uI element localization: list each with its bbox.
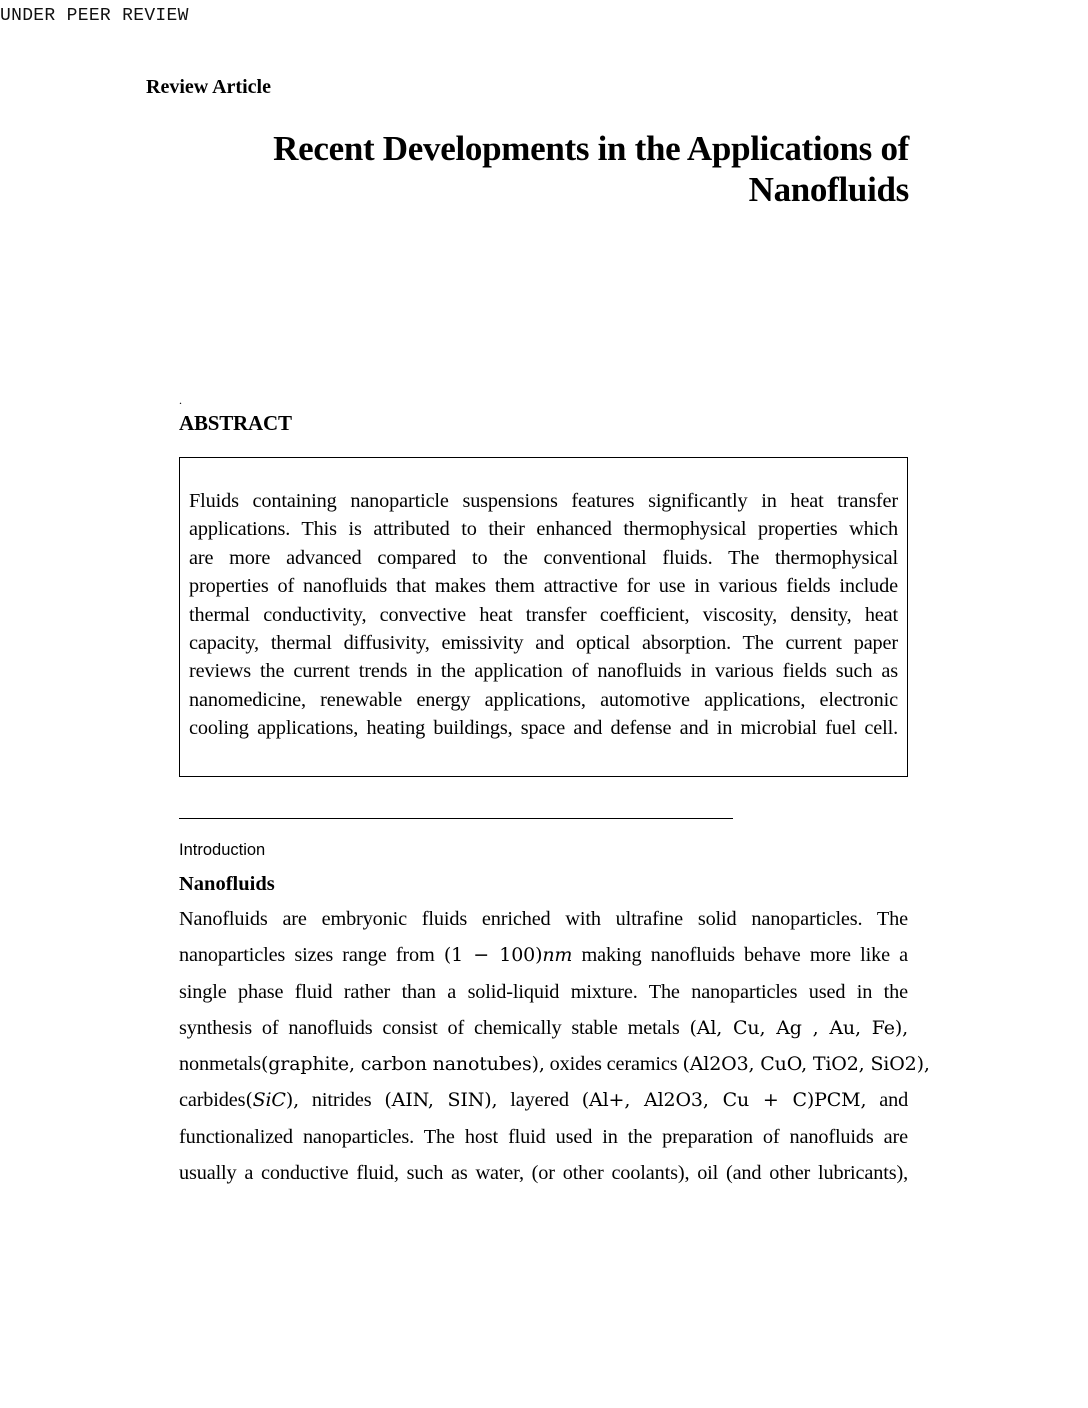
abstract-box — [179, 457, 908, 777]
title-line-2: Nanofluids — [748, 170, 909, 209]
math-carbide: SiC — [252, 1089, 286, 1112]
math-paren: ( — [245, 1089, 253, 1112]
abstract-line: thermal conductivity, convective heat transfer coefficient, viscosity, density, heat — [189, 603, 898, 626]
subsection-heading-nanofluids: Nanofluids — [179, 873, 275, 895]
math-layered: (Al+, Al2O3, Cu + C)PCM, — [581, 1089, 867, 1112]
body-line — [179, 1046, 930, 1082]
body-line — [179, 1119, 908, 1155]
body-line — [179, 1010, 908, 1046]
body-line — [179, 1155, 908, 1191]
abstract-line: nanomedicine, renewable energy applications, automotive applications, electronic — [189, 688, 898, 711]
abstract-line: cooling applications, heating buildings, space and defense and in microbial fuel cell. — [189, 717, 898, 740]
body-line — [179, 937, 908, 973]
body-line — [179, 974, 908, 1010]
abstract-line: Fluids containing nanoparticle suspensions features significantly in heat transfer — [189, 490, 898, 512]
abstract-line: applications. This is attributed to their enhanced thermophysical properties which — [189, 518, 898, 541]
body-text-run: layered — [510, 1089, 569, 1112]
body-text-run: usually a conductive fluid, such as water, (or other coolants), oil (and other lubricants), — [179, 1162, 908, 1185]
math-unit: nm — [542, 944, 573, 967]
math-nonmetals: (graphite, carbon nanotubes), — [261, 1053, 545, 1076]
math-oxides: (Al2O3, CuO, TiO2, SiO2), — [682, 1053, 930, 1076]
body-text-run: synthesis of nanofluids consist of chemically stable metals — [179, 1016, 690, 1039]
article-type-label: Review Article — [146, 76, 271, 98]
introduction-label: Introduction — [179, 841, 266, 859]
body-text-run: nitrides — [311, 1089, 372, 1112]
math-paren: ), — [285, 1089, 299, 1112]
abstract-text — [189, 487, 898, 743]
body-text-run: nonmetals — [179, 1053, 262, 1076]
body-text-run: nanoparticles sizes range from — [179, 944, 444, 967]
body-text-run: and — [879, 1089, 909, 1112]
math-metals: (Al, Cu, Ag , Au, Fe), — [689, 1016, 908, 1039]
math-range: (1 − 100) — [443, 944, 543, 967]
paper-title — [200, 128, 909, 210]
introduction-body — [179, 901, 930, 1191]
body-line — [179, 1082, 908, 1118]
stray-mark: . — [179, 393, 182, 407]
body-text-run: single phase fluid rather than a solid-liquid mixture. The nanoparticles used in the — [179, 980, 908, 1003]
body-text-run: Nanofluids are embryonic fluids enriched with ultrafine solid nanoparticles. The — [179, 908, 908, 930]
body-text-run: functionalized nanoparticles. The host fluid used in the preparation of nanofluids are — [179, 1125, 908, 1148]
body-text-run: making nanofluids behave more like a — [572, 944, 909, 967]
abstract-heading: ABSTRACT — [179, 411, 292, 435]
title-line-1: Recent Developments in the Applications of — [273, 129, 909, 168]
abstract-line: capacity, thermal diffusivity, emissivity and optical absorption. The current paper — [189, 632, 898, 655]
body-text-run: carbides — [179, 1089, 246, 1112]
body-line — [179, 901, 908, 937]
math-nitrides: (AIN, SIN), — [384, 1089, 498, 1112]
abstract-line: reviews the current trends in the application of nanofluids in various fields such as — [189, 660, 898, 683]
peer-review-watermark: UNDER PEER REVIEW — [0, 6, 189, 26]
section-divider — [179, 818, 733, 819]
abstract-line: properties of nanofluids that makes them attractive for use in various fields include — [189, 575, 898, 598]
body-text-run: oxides ceramics — [544, 1053, 683, 1076]
abstract-line: are more advanced compared to the conventional fluids. The thermophysical — [189, 546, 898, 569]
